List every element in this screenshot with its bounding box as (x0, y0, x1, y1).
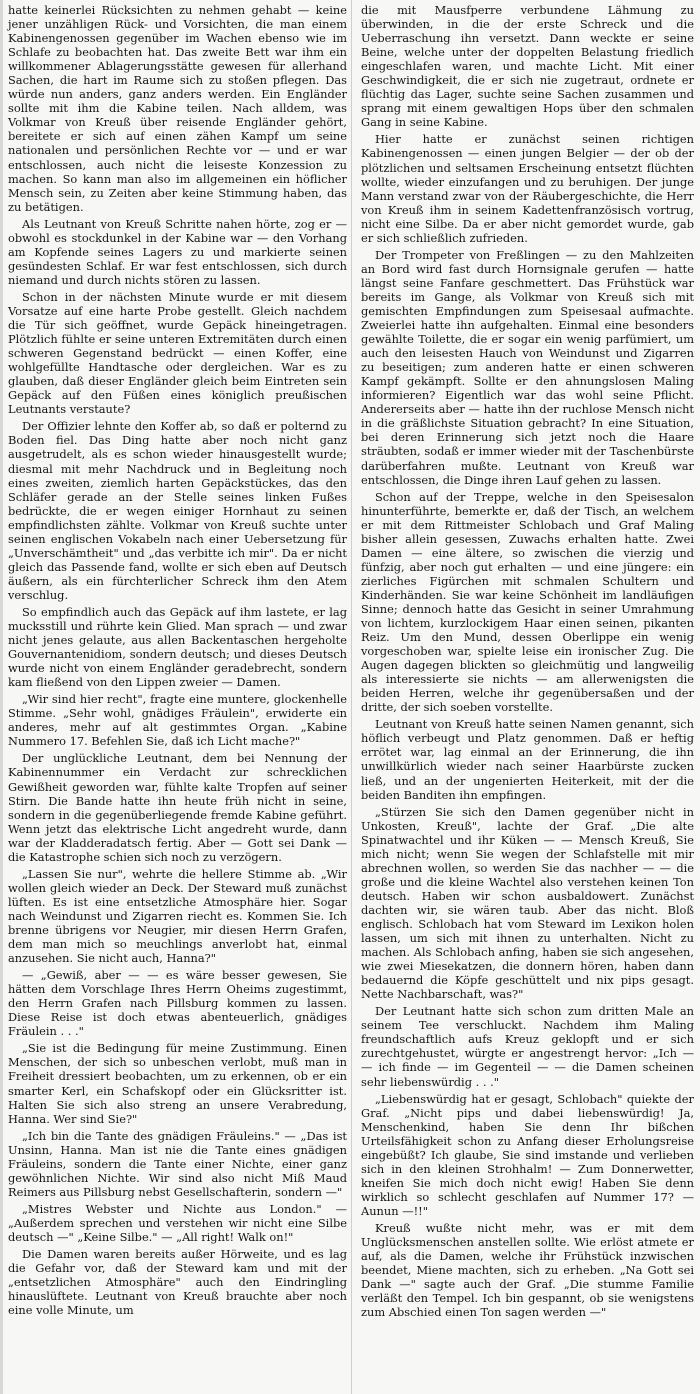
paragraph: „Liebenswürdig hat er gesagt, Schlobach" quiekte der Graf. „Nicht pips und dabei liebenswürdig! Ja, Menschenkind, haben Sie denn Ihr bißchen Urteilsfähigkeit schon zu Anfang dieser Erholungsreise eingebüßt? Ich glaube, Sie sind imstande und verlieben sich in den kleinen Strohhalm! — Zum Donnerwetter, kneifen Sie mich doch nicht ewig! Haben Sie denn wirklich so schlecht geschlafen auf Nummer 17? — Aunun —!!" (361, 1091, 694, 1218)
paragraph: „Stürzen Sie sich den Damen gegenüber nicht in Unkosten, Kreuß", lachte der Graf. „Die alte Spinatwachtel und ihr Küken — — Mensch Kreuß, Sie mich nicht; wenn Sie wegen der Schlafstelle mit mir abrechnen wollen, so werden Sie das nachher — — die große und die kleine Wachtel also verstehen keinen Ton deutsch. Haben wir schon ausbaldowert. Zunächst dachten wir, sie wären taub. Aber das nicht. Bloß englisch. Schlobach hat vom Steward im Lexikon holen lassen, um sich mit ihnen zu unterhalten. Nicht zu machen. Als Schlobach anfing, haben sie sich angesehen, wie zwei Miesekatzen, die donnern hören, haben dann bedauernd die Köpfe geschüttelt und nix pips gesagt. Nette Nachbarschaft, was?" (361, 804, 694, 1002)
paragraph: Der Offizier lehnte den Koffer ab, so daß er polternd zu Boden fiel. Das Ding hatte aber noch nicht ganz ausgetrudelt, als es schon wieder hinausgestellt wurde; diesmal mit mehr Nachdruck und in Begleitung noch eines zweiten, ziemlich harten Gepäckstückes, das den Schläfer gerade an der Stelle seines linken Fußes bedrückte, die er wegen einiger Hornhaut zu seinen empfindlichsten zählte. Volkmar von Kreuß suchte unter seinen englischen Vokabeln nach einer Uebersetzung für „Unverschämtheit" und „das verbitte ich mir". Da er nicht gleich das Passende fand, wollte er sich eben auf Deutsch äußern, als ein fürchterlicher Schreck ihm den Atem verschlug. (8, 419, 347, 602)
paragraph: „Ich bin die Tante des gnädigen Fräuleins." — „Das ist Unsinn, Hanna. Man ist nie die Tante eines gnädigen Fräuleins, sondern die Tante einer Nichte, einer ganz gewöhnlichen Nichte. Wir sind also nicht Miß Maud Reimers aus Pillsburg nebst Gesellschafterin, sondern —" (8, 1128, 347, 1199)
column-divider (351, 0, 352, 1394)
paragraph: Der Trompeter von Freßlingen — zu den Mahlzeiten an Bord wird fast durch Hornsignale gerufen — hatte längst seine Fanfare geschmettert. Das Frühstück war bereits im Gange, als Volkmar von Kreuß sich mit gemischten Empfindungen zum Speisesaal aufmachte. Zweierlei hatte ihn aufgehalten. Einmal eine besonders gewählte Toilette, die er sogar ein wenig parfümiert, um auch den leisesten Hauch von Weindunst und Zigarren zu beseitigen; zum anderen hatte er einen schweren Kampf gekämpft. Sollte er den ahnungslosen Maling informieren? Eigentlich war das wohl seine Pflicht. Andererseits aber — hatte ihn der ruchlose Mensch nicht in die gräßlichste Situation gebracht? In eine Situation, bei deren Erinnerung sich jetzt noch die Haare sträubten, sodaß er immer wieder mit der Taschenbürste darüberfahren mußte. Leutnant von Kreuß war entschlossen, die Dinge ihren Lauf gehen zu lassen. (361, 247, 694, 487)
paragraph: hatte keinerlei Rücksichten zu nehmen gehabt — keine jener unzähligen Rück- und Vorsichten, die man einem Kabinengenossen gegenüber im Wachen ebenso wie im Schlafe zu beobachten hat. Das zweite Bett war ihm ein willkommener Ablagerungsstätte gewesen für allerhand Sachen, die hart im Raume sich zu stoßen pflegen. Das würde nun anders, ganz anders werden. Ein Engländer sollte mit ihm die Kabine teilen. Nach alldem, was Volkmar von Kreuß über reisende Engländer gehört, bereitete er sich auf einen zähen Kampf um seine nationalen und persönlichen Rechte vor — und er war entschlossen, auch nicht die leiseste Konzession zu machen. So kann man also im allgemeinen ein höflicher Mensch sein, zu Zeiten aber keine Stimmung haben, das zu betätigen. (8, 3, 347, 214)
paragraph: die mit Mausfperre verbundene Lähmung zu überwinden, in die der erste Schreck und die Ueberraschung ihn versetzt. Dann weckte er seine Beine, welche unter der doppelten Belastung friedlich eingeschlafen waren, und machte Licht. Mit einer Geschwindigkeit, die er sich nie zugetraut, ordnete er flüchtig das Lager, suchte seine Sachen zusammen und sprang mit einem gewaltigen Hops über den schmalen Gang in seine Kabine. (361, 3, 694, 130)
paragraph: Die Damen waren bereits außer Hörweite, und es lag die Gefahr vor, daß der Steward kam und mit der „entsetzlichen Atmosphäre" auch den Eindringling hinauslüftete. Leutnant von Kreuß brauchte aber noch eine volle Minute, um (8, 1247, 347, 1318)
paragraph: So empfindlich auch das Gepäck auf ihm lastete, er lag mucksstill und rührte kein Glied. Man sprach — und zwar nicht jenes gelaute, aus allen Backentaschen hergeholte Gouvernantenidiom, sondern deutsch; und dieses Deutsch wurde nicht von einem Engländer geradebrecht, sondern kam fließend von den Lippen zweier — Damen. (8, 604, 347, 690)
paragraph: Der unglückliche Leutnant, dem bei Nennung der Kabinennummer ein Verdacht zur schrecklichen Gewißheit geworden war, fühlte kalte Tropfen auf seiner Stirn. Die Bande hatte ihn heute früh nicht in seine, sondern in die gegenüberliegende fremde Kabine geführt. Wenn jetzt das elektrische Licht angedreht wurde, dann war der Kladderadatsch fertig. Aber — Gott sei Dank — die Katastrophe schien sich noch zu verzögern. (8, 751, 347, 864)
paragraph: Als Leutnant von Kreuß Schritte nahen hörte, zog er — obwohl es stockdunkel in der Kabine war — den Vorhang am Kopfende seines Lagers zu und markierte seinen gesündesten Schlaf. Er war fest entschlossen, sich durch niemand und durch nichts stören zu lassen. (8, 216, 347, 287)
paragraph: Leutnant von Kreuß hatte seinen Namen genannt, sich höflich verbeugt und Platz genommen. Daß er heftig errötet war, lag einmal an der Erinnerung, die ihn unwillkürlich wieder nach seiner Haarbürste zucken ließ, und an der ungenierten Heiterkeit, mit der die beiden Banditen ihn empfingen. (361, 717, 694, 802)
page-edge-shadow (0, 0, 3, 1394)
paragraph: Der Leutnant hatte sich schon zum dritten Male an seinem Tee verschluckt. Nachdem ihm Maling freundschaftlich aufs Kreuz geklopft und er sich zurechtgehustet, würgte er angestrengt hervor: „Ich — — ich finde — im Gegenteil — — die Damen scheinen sehr liebenswürdig . . ." (361, 1004, 694, 1089)
left-text-column (6, 0, 349, 1394)
paragraph: Kreuß wußte nicht mehr, was er mit dem Unglücksmenschen anstellen sollte. Wie erlöst atmete er auf, als die Damen, welche ihr Frühstück inzwischen beendet, Miene machten, sich zu erheben. „Na Gott sei Dank —" sagte auch der Graf. „Die stumme Familie verläßt den Tempel. Ich bin gespannt, ob sie wenigstens zum Abschied einen Ton sagen werden —" (361, 1220, 694, 1320)
paragraph: „Sie ist die Bedingung für meine Zustimmung. Einen Menschen, der sich so unbeschen verlobt, muß man in Freiheit dressiert beobachten, um zu erkennen, ob er ein smarter Kerl, ein Schafskopf oder ein Glücksritter ist. Halten Sie sich also streng an unsere Verabredung, Hanna. Wer sind Sie?" (8, 1041, 347, 1126)
paragraph: — „Gewiß, aber — — es wäre besser gewesen, Sie hätten dem Vorschlage Ihres Herrn Oheims zugestimmt, den Herrn Grafen nach Pillsburg kommen zu lassen. Diese Reise ist doch etwas abenteuerlich, gnädiges Fräulein . . ." (8, 968, 347, 1039)
paragraph: „Wir sind hier recht", fragte eine muntere, glockenhelle Stimme. „Sehr wohl, gnädiges Fräulein", erwiderte ein anderes, mehr auf alt gestimmtes Organ. „Kabine Nummero 17. Befehlen Sie, daß ich Licht mache?" (8, 692, 347, 749)
paragraph: Schon in der nächsten Minute wurde er mit diesem Vorsatze auf eine harte Probe gestellt. Gleich nachdem die Tür sich geöffnet, wurde Gepäck hineingetragen. Plötzlich fühlte er seine unteren Extremitäten durch einen schweren Gegenstand bedrückt — einen Koffer, eine wohlgefüllte Handtasche oder dergleichen. War es zu glauben, daß dieser Engländer gleich beim Eintreten sein Gepäck auf den Füßen eines königlich preußischen Leutnants verstaute? (8, 289, 347, 417)
paragraph: „Lassen Sie nur", wehrte die hellere Stimme ab. „Wir wollen gleich wieder an Deck. Der Steward muß zunächst lüften. Es ist eine entsetzliche Atmosphäre hier. Sogar nach Weindunst und Zigarren riecht es. Kommen Sie. Ich brenne übrigens vor Neugier, mir diesen Herrn Grafen, dem man mich so meuchlings anverlobt hat, einmal anzusehen. Sie nicht auch, Hanna?" (8, 866, 347, 966)
right-text-column (357, 0, 697, 1394)
paragraph: Schon auf der Treppe, welche in den Speisesalon hinunterführte, bemerkte er, daß der Tisch, an welchem er mit dem Rittmeister Schlobach und Graf Maling bisher allein gesessen, Zuwachs erhalten hatte. Zwei Damen — eine ältere, so zwischen die vierzig und fünfzig, aber noch gut erhalten — und eine jüngere: ein zierliches Figürchen mit schmalen Schultern und Kinderhänden. Sie war keine Schönheit im landläufigen Sinne; dennoch hatte das Gesicht in seiner Umrahmung von lichtem, kurzlockigem Haar einen seinen, pikanten Reiz. Um den Mund, dessen Oberlippe ein wenig vorgeschoben war, spielte leise ein ironischer Zug. Die Augen dagegen blickten so gleichmütig und langweilig als interessierte sie nichts — am allerwenigsten die beiden Herren, welche ihr gegenübersaßen und der dritte, der sich soeben vorstellte. (361, 489, 694, 715)
paragraph: Hier hatte er zunächst seinen richtigen Kabinengenossen — einen jungen Belgier — der ob der plötzlichen und seltsamen Erscheinung entsetzt flüchten wollte, wieder einzufangen und zu beruhigen. Der junge Mann verstand zwar von der Räubergeschichte, die Herr von Kreuß ihm in seinem Kadettenfranzösisch vortrug, nicht eine Silbe. Da er aber nicht gemordet wurde, gab er sich schließlich zufrieden. (361, 132, 694, 245)
paragraph: „Mistres Webster und Nichte aus London." — „Außerdem sprechen und verstehen wir nicht eine Silbe deutsch —" „Keine Silbe." — „All right! Walk on!" (8, 1201, 347, 1244)
